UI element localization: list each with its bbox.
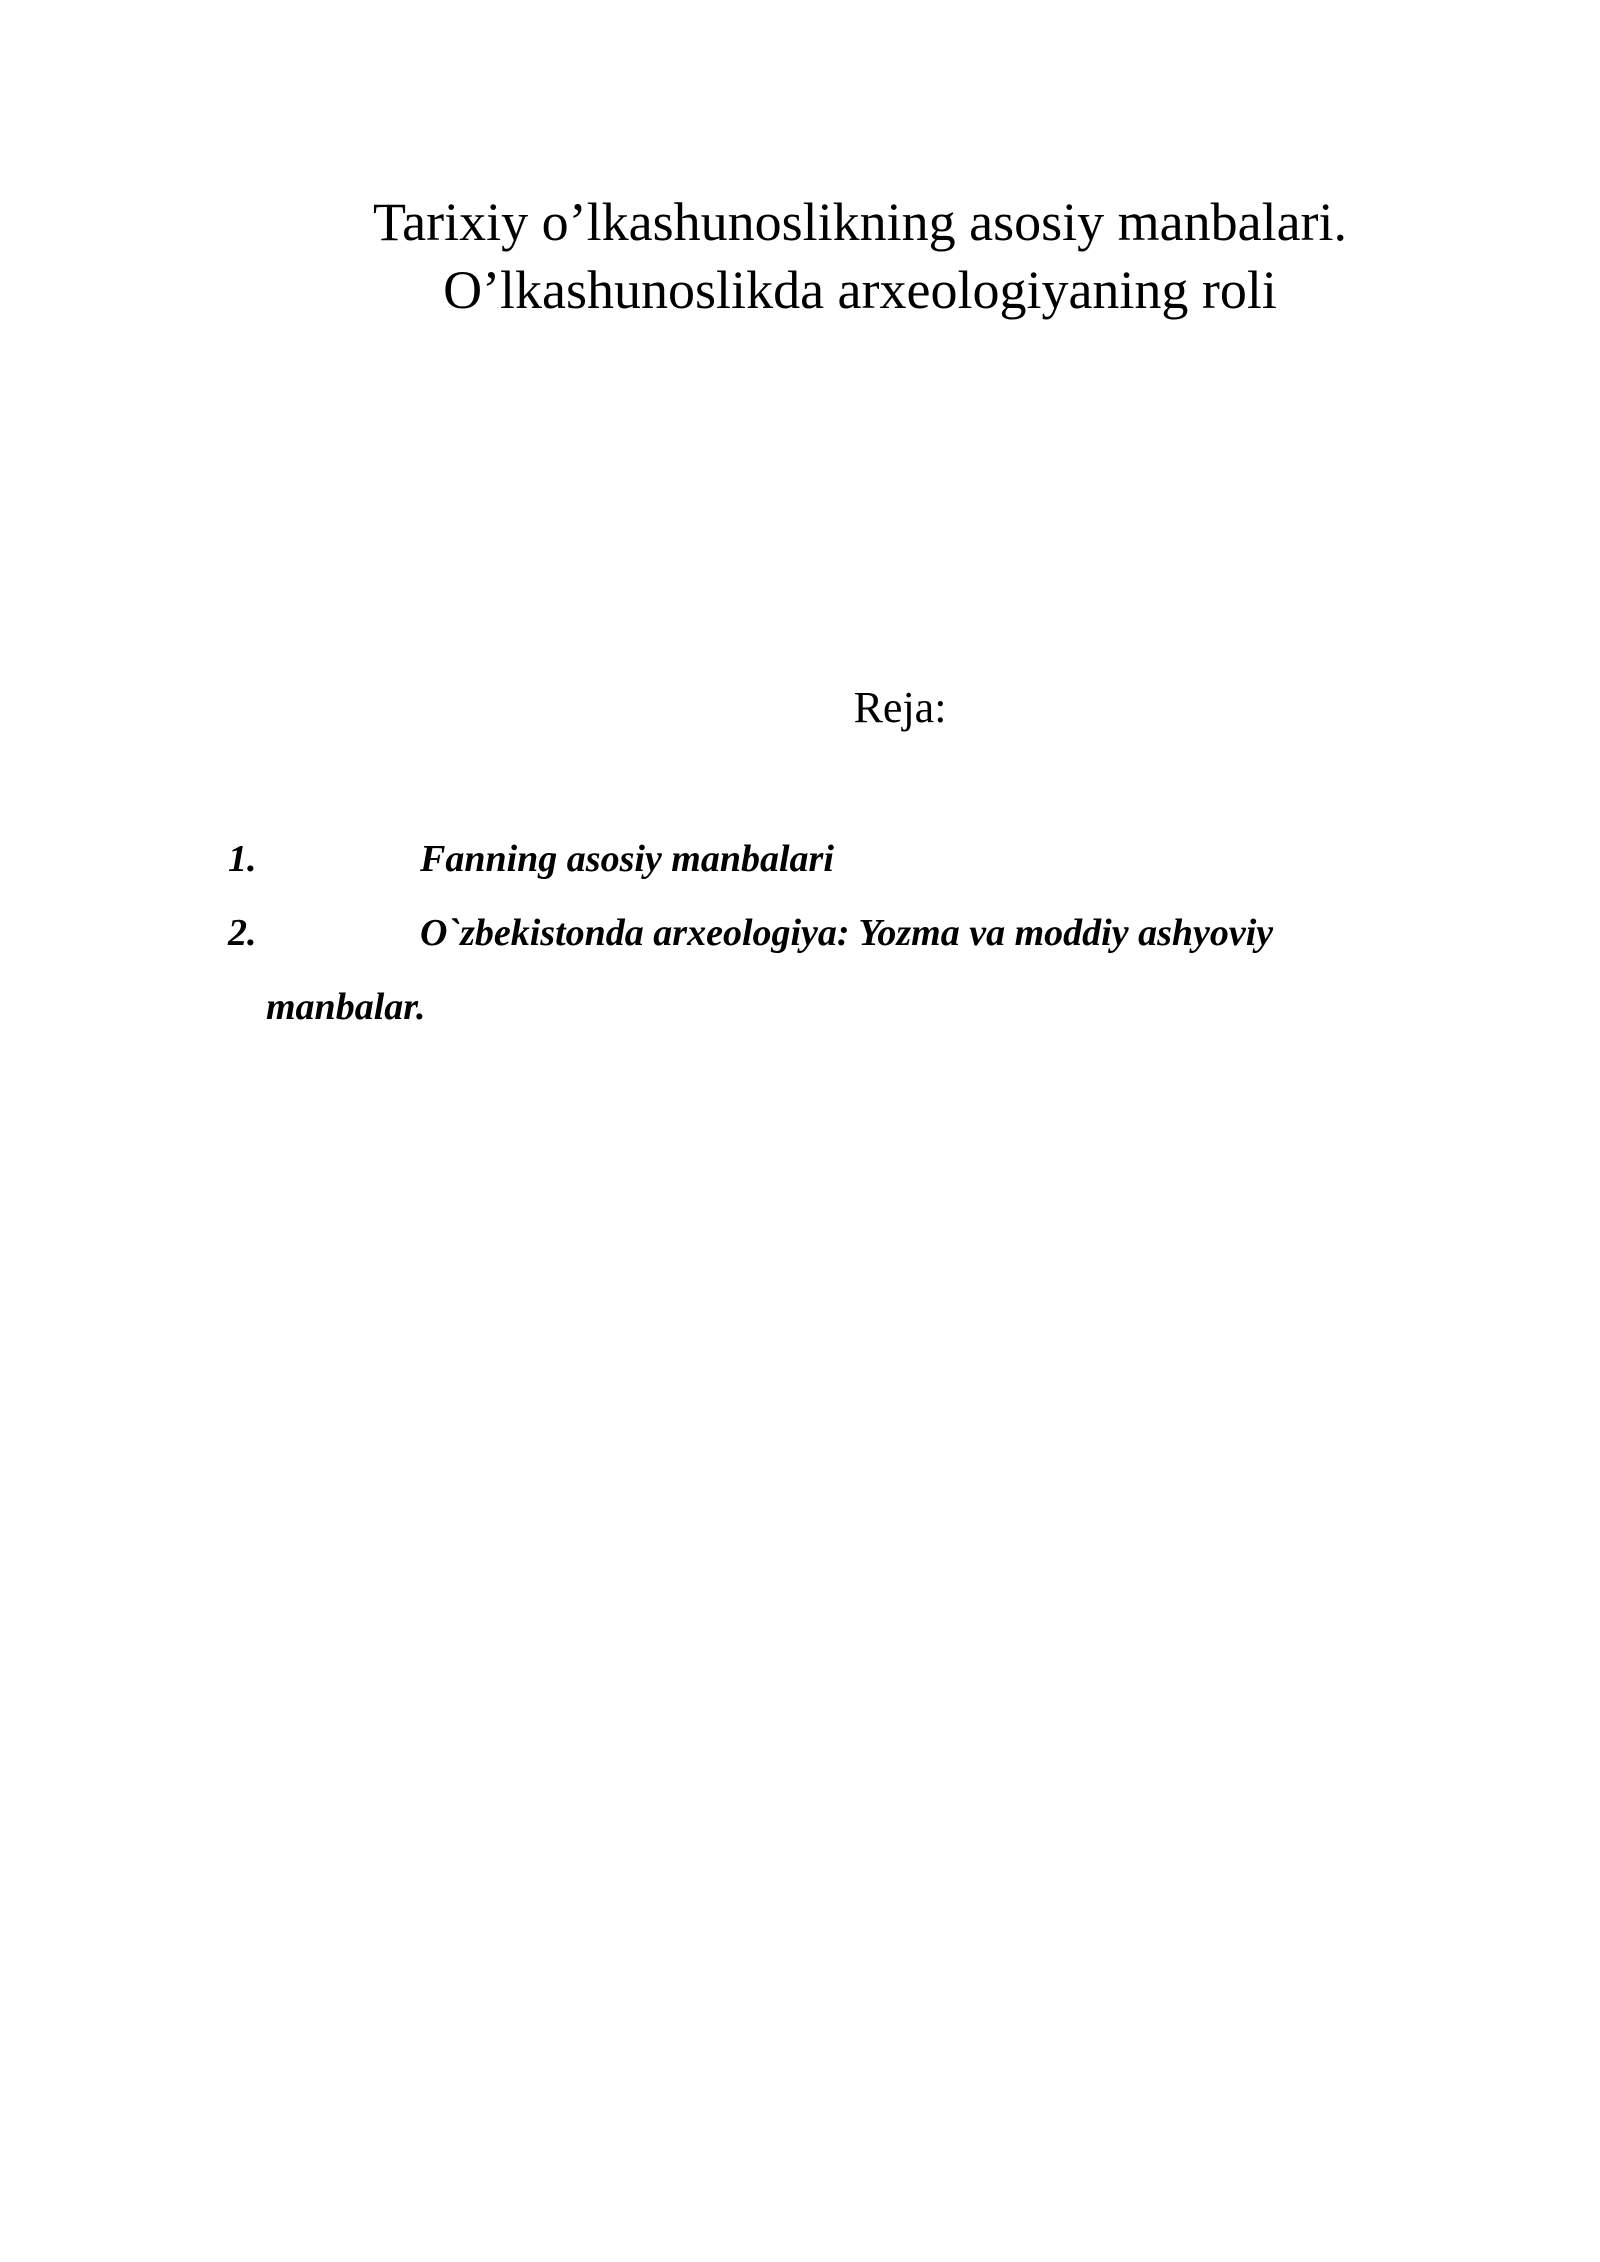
document-title [290, 188, 1430, 324]
plan-heading: Reja: [853, 683, 947, 732]
document-title-line-1: Tarixiy o’lkashunoslikning asosiy manbalari. [372, 192, 1348, 253]
plan-list-item-2 [228, 896, 1428, 1044]
plan-item-number: 2. [228, 912, 257, 954]
document-title-line-2: O’lkashunoslikda arxeologiyaning roli [443, 260, 1277, 321]
plan-item-text: Fanning asosiy manbalari [420, 838, 834, 880]
plan-list-item-1 [228, 822, 1428, 896]
plan-item-number: 1. [228, 838, 257, 880]
plan-item-text: O`zbekistonda arxeologiya: Yozma va moddiy ashyoviy [420, 912, 1274, 954]
plan-item-continuation: manbalar. [266, 986, 426, 1028]
plan-list [228, 822, 1428, 1044]
